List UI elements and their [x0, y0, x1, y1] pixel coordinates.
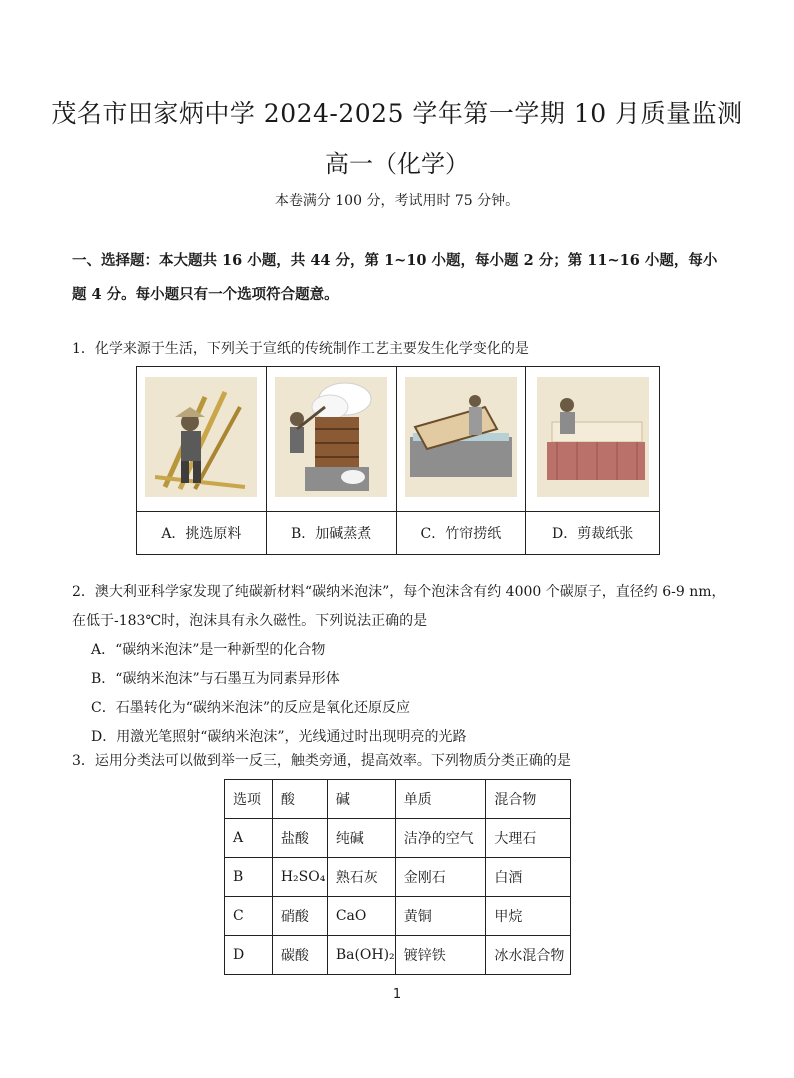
table-cell: CaO	[327, 897, 395, 936]
table-cell: A	[225, 819, 273, 858]
table-cell: D	[225, 936, 273, 975]
table-cell: 洁净的空气	[395, 819, 486, 858]
question-2-option-c: C．石墨转化为“碳纳米泡沫”的反应是氧化还原反应	[91, 700, 411, 716]
question-3-stem: 3．运用分类法可以做到举一反三，触类旁通，提高效率。下列物质分类正确的是	[72, 753, 571, 769]
table-cell: 金刚石	[395, 858, 486, 897]
table-cell: 镀锌铁	[395, 936, 486, 975]
illustration-cell-a	[137, 367, 267, 512]
scooping-paper-illustration	[405, 377, 517, 497]
table-cell: 碳酸	[272, 936, 327, 975]
option-d-label: D．剪裁纸张	[526, 512, 660, 555]
table-cell: 纯碱	[327, 819, 395, 858]
exam-note: 本卷满分 100 分，考试用时 75 分钟。	[274, 193, 520, 209]
illustration-cell-c	[396, 367, 526, 512]
table-cell: H₂SO₄	[272, 858, 327, 897]
exam-subtitle: 高一（化学）	[325, 150, 469, 178]
option-a-label: A．挑选原料	[137, 512, 267, 555]
selecting-materials-illustration	[145, 377, 257, 497]
table-row	[225, 819, 571, 858]
alkali-boiling-illustration	[275, 377, 387, 497]
question-2-option-d: D．用激光笔照射“碳纳米泡沫”，光线通过时出现明亮的光路	[91, 729, 467, 745]
table-row	[225, 897, 571, 936]
table-cell: 白酒	[486, 858, 571, 897]
table-cell: 黄铜	[395, 897, 486, 936]
question-1-stem: 1．化学来源于生活，下列关于宣纸的传统制作工艺主要发生化学变化的是	[72, 341, 529, 357]
exam-title: 茂名市田家炳中学 2024-2025 学年第一学期 10 月质量监测	[51, 99, 743, 128]
table-cell: C	[225, 897, 273, 936]
table-row	[225, 858, 571, 897]
page-number: 1	[392, 987, 402, 1002]
table-header: 混合物	[486, 780, 571, 819]
table-header-row	[225, 780, 571, 819]
option-b-label: B．加碱蒸煮	[266, 512, 396, 555]
table-header: 选项	[225, 780, 273, 819]
table-cell: 冰水混合物	[486, 936, 571, 975]
table-header: 酸	[272, 780, 327, 819]
option-c-label: C．竹帘捞纸	[396, 512, 526, 555]
section-heading: 一、选择题：本大题共 16 小题，共 44 分，第 1~10 小题，每小题 2 分；第 11~16 小题，每小题 4 分。每小题只有一个选项符合题意。	[72, 252, 718, 303]
question-1-image-table	[136, 366, 660, 555]
table-header: 单质	[395, 780, 486, 819]
cutting-paper-illustration	[537, 377, 649, 497]
table-cell: 大理石	[486, 819, 571, 858]
table-cell: 甲烷	[486, 897, 571, 936]
question-2	[72, 578, 732, 752]
table-header: 碱	[327, 780, 395, 819]
table-cell: 硝酸	[272, 897, 327, 936]
table-row	[225, 936, 571, 975]
table-cell: 盐酸	[272, 819, 327, 858]
question-2-option-a: A．“碳纳米泡沫”是一种新型的化合物	[91, 642, 326, 658]
question-2-stem: 2．澳大利亚科学家发现了纯碳新材料“碳纳米泡沫”，每个泡沫含有约 4000 个碳原子，直径约 6-9 nm，在低于-183℃时，泡沫具有永久磁性。下列说法正确的是	[72, 584, 726, 629]
table-cell: B	[225, 858, 273, 897]
illustration-cell-d	[526, 367, 660, 512]
table-cell: 熟石灰	[327, 858, 395, 897]
classification-table	[224, 779, 571, 975]
table-cell: Ba(OH)₂	[327, 936, 395, 975]
illustration-cell-b	[266, 367, 396, 512]
question-2-option-b: B．“碳纳米泡沫”与石墨互为同素异形体	[91, 671, 340, 687]
